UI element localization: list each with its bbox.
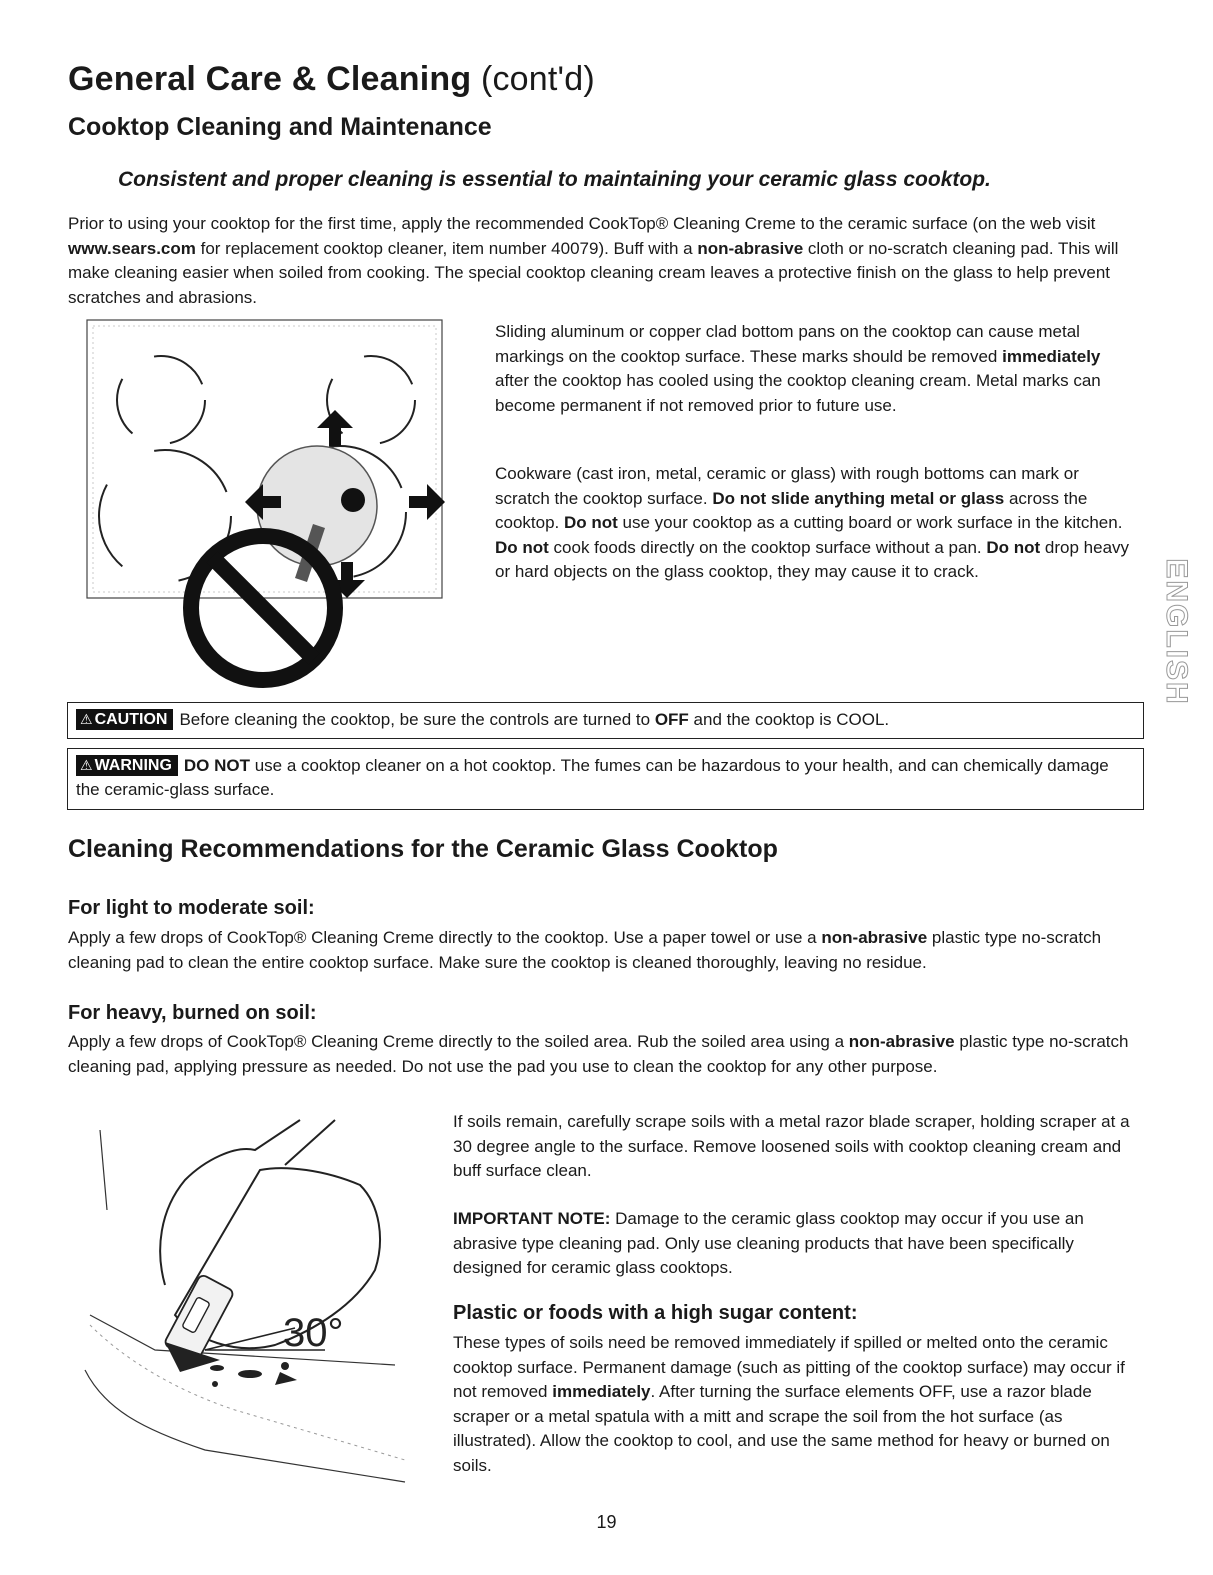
heavy-text-1: Apply a few drops of CookTop® Cleaning Creme directly to the soiled area. Rub the soiled area using a xyxy=(68,1032,849,1051)
intro-paragraph xyxy=(68,212,1128,310)
caution-text-2: and the cooktop is COOL. xyxy=(688,710,890,729)
intro-text-3: cloth or no-scratch cleaning pad. This will make cleaning easier when soiled from cooking. The special cooktop cleaning cream leaves a protective finish on the glass to help prevent scratches and abrasions. xyxy=(68,238,1119,307)
warning-triangle-icon: ⚠ xyxy=(80,711,93,727)
metal-marks-paragraph xyxy=(495,320,1135,418)
intro-bold-non-abrasive: non-abrasive xyxy=(697,238,804,258)
warning-box xyxy=(67,748,1144,810)
warning-badge xyxy=(76,755,178,776)
metal-marks-text-1: Sliding aluminum or copper clad bottom pans on the cooktop can cause metal markings on the cooktop surface. These marks should be removed xyxy=(495,322,1080,366)
warning-badge-label: WARNING xyxy=(94,757,172,774)
cookware-bold-4: Do not xyxy=(986,537,1041,557)
title-suffix: (cont'd) xyxy=(480,60,595,98)
caution-badge-label: CAUTION xyxy=(94,711,168,728)
heavy-bold: non-abrasive xyxy=(848,1032,955,1051)
angle-label: 30° xyxy=(283,1311,344,1355)
page-number: 19 xyxy=(596,1512,617,1532)
section-subtitle: Cooktop Cleaning and Maintenance xyxy=(68,113,492,141)
heavy-soil-paragraph xyxy=(68,1030,1138,1079)
sugar-heading: Plastic or foods with a high sugar content: xyxy=(453,1302,858,1324)
sears-link[interactable]: www.sears.com xyxy=(68,238,196,258)
important-note-paragraph xyxy=(453,1207,1143,1281)
heavy-soil-heading: For heavy, burned on soil: xyxy=(68,1002,317,1024)
scrape-paragraph: If soils remain, carefully scrape soils with a metal razor blade scraper, holding scraper at a 30 degree angle to the surface. Remove loosened soils with cooktop cleaning cream and buff surface clean. xyxy=(453,1112,1130,1180)
heavy-text-2: plastic type no-scratch cleaning pad, applying pressure as needed. Do not use the pad you use to clean the cooktop for any other purpose. xyxy=(68,1032,1129,1076)
cookware-bold-1: Do not slide anything metal or glass xyxy=(712,488,1005,508)
scraper-illustration xyxy=(85,1110,415,1490)
light-soil-heading: For light to moderate soil: xyxy=(68,897,315,919)
light-bold: non-abrasive xyxy=(821,928,928,947)
intro-text-1: Prior to using your cooktop for the first time, apply the recommended CookTop® Cleaning Creme to the ceramic surface (on the web visit xyxy=(68,214,1096,233)
important-note-text: Damage to the ceramic glass cooktop may occur if you use an abrasive type cleaning pad. Only use cleaning products that have been specifically designed for ceramic glass cooktops. xyxy=(453,1209,1084,1277)
cookware-bold-2: Do not xyxy=(564,513,618,532)
cookware-paragraph xyxy=(495,462,1135,585)
cookware-text-1: Cookware (cast iron, metal, ceramic or glass) with rough bottoms can mark or scratch the cooktop surface. xyxy=(495,464,1079,508)
sugar-bold: immediately xyxy=(552,1382,651,1401)
caution-box xyxy=(67,702,1144,739)
caution-text-1: Before cleaning the cooktop, be sure the controls are turned to xyxy=(179,710,655,729)
caution-badge xyxy=(76,709,173,730)
cookware-text-3: use your cooktop as a cutting board or work surface in the kitchen. xyxy=(617,513,1123,532)
light-soil-paragraph xyxy=(68,926,1148,975)
cookware-text-5: drop heavy or hard objects on the glass cooktop, they may cause it to crack. xyxy=(495,537,1130,581)
language-side-tab xyxy=(1156,552,1196,712)
language-label: ENGLISH xyxy=(1160,558,1193,706)
tagline: Consistent and proper cleaning is essential to maintaining your ceramic glass cooktop. xyxy=(118,168,991,191)
warning-bold-do-not: DO NOT xyxy=(183,756,250,775)
sugar-text-2: . After turning the surface elements OFF, use a razor blade scraper or a metal spatula with a mitt and scrape the soil from the hot surface (as illustrated). Allow the cooktop to cool, and use the same method for heavy or burned on soils. xyxy=(453,1382,1110,1475)
title-main: General Care & Cleaning xyxy=(68,60,472,98)
cookware-text-2: across the cooktop. xyxy=(495,488,1088,532)
cookware-text-4: cook foods directly on the cooktop surface without a pan. xyxy=(548,537,987,557)
cooktop-no-slide-illustration xyxy=(85,318,475,698)
light-text-1: Apply a few drops of CookTop® Cleaning Creme directly to the cooktop. Use a paper towel or use a xyxy=(68,928,822,947)
intro-text-2: for replacement cooktop cleaner, item number 40079). Buff with a xyxy=(195,238,698,258)
sugar-paragraph xyxy=(453,1331,1143,1478)
cookware-bold-3: Do not xyxy=(495,537,549,557)
warning-text: use a cooktop cleaner on a hot cooktop. The fumes can be hazardous to your health, and can chemically damage the ceramic-glass surface. xyxy=(76,756,1109,799)
caution-bold-off: OFF xyxy=(654,710,689,729)
light-text-2: plastic type no-scratch cleaning pad to clean the entire cooktop surface. Make sure the cooktop is cleaned thoroughly, leaving no residue. xyxy=(68,928,1102,972)
warning-triangle-icon: ⚠ xyxy=(80,757,93,773)
page-title xyxy=(68,60,595,99)
recommendations-heading: Cleaning Recommendations for the Ceramic Glass Cooktop xyxy=(68,835,778,863)
metal-marks-bold: immediately xyxy=(1002,346,1101,366)
metal-marks-text-2: after the cooktop has cooled using the cooktop cleaning cream. Metal marks can become permanent if not removed prior to future use. xyxy=(495,371,1101,415)
important-note-label: IMPORTANT NOTE: xyxy=(453,1209,611,1228)
sugar-text-1: These types of soils need be removed immediately if spilled or melted onto the ceramic cooktop surface. Permanent damage (such as pitting of the cooktop surface) may occur if not removed xyxy=(453,1333,1125,1401)
